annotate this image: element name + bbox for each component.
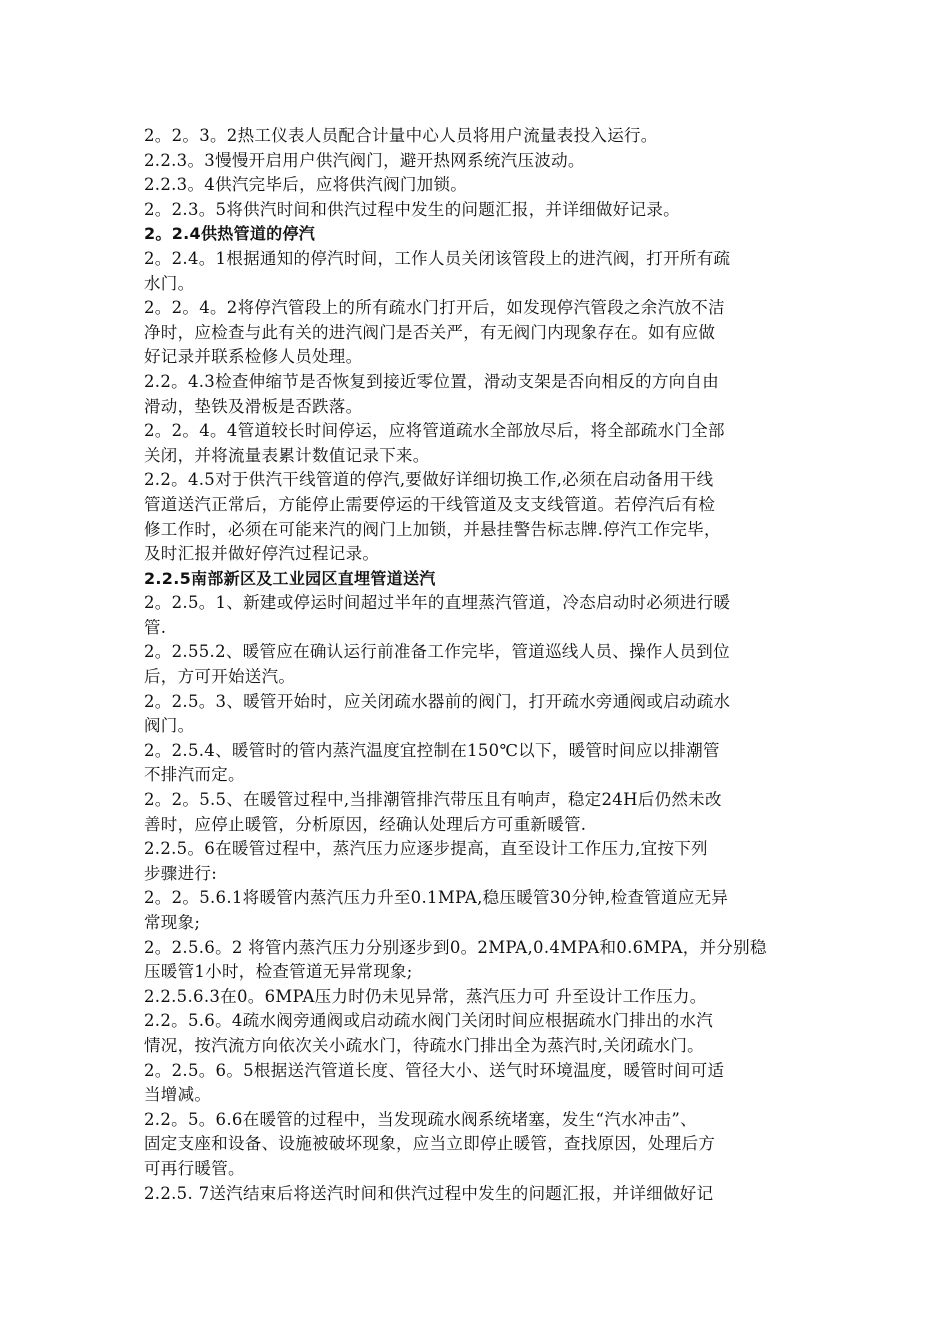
- text-line: 2.2。5。6.6在暖管的过程中，当发现疏水阀系统堵塞，发生“汽水冲击”、: [144, 1109, 697, 1129]
- text-line: 2。2.55.2、暖管应在确认运行前准备工作完毕，管道巡线人员、操作人员到位: [144, 642, 730, 662]
- text-line: 2.2。5.6。4疏水阀旁通阀或启动疏水阀门关闭时间应根据疏水门排出的水汽: [144, 1011, 714, 1031]
- text-line: 常现象;: [144, 913, 201, 932]
- text-line: 2。2.5。1、新建或停运时间超过半年的直埋蒸汽管道，冷态启动时必须进行暖: [144, 593, 731, 613]
- text-line: 2。2。5.6.1将暖管内蒸汽压力升至0.1MPA,稳压暖管30分钟,检查管道应无异: [144, 888, 729, 908]
- text-line: 及时汇报并做好停汽过程记录。: [144, 544, 380, 564]
- text-line: 固定支座和设备、设施被破坏现象，应当立即停止暖管，查找原因，处理后方: [144, 1134, 716, 1154]
- text-line: 2。2.4。1根据通知的停汽时间，工作人员关闭该管段上的进汽阀，打开所有疏: [144, 248, 731, 268]
- text-line: 2.2.3。3慢慢开启用户供汽阀门，避开热网系统汽压波动。: [144, 150, 585, 170]
- text-line: 水门。: [144, 273, 195, 293]
- text-line: 2。2。3。2热工仪表人员配合计量中心人员将用户流量表投入运行。: [144, 126, 658, 145]
- text-line: 净时，应检查与此有关的进汽阀门是否关严，有无阀门内现象存在。如有应做: [144, 322, 716, 342]
- text-line: 修工作时，必须在可能来汽的阀门上加锁，并悬挂警告标志牌.停汽工作完毕，: [144, 519, 721, 539]
- text-line: 阀门。: [144, 716, 195, 736]
- text-line: 管.: [144, 617, 167, 637]
- text-line: 2.2.5。6在暖管过程中，蒸汽压力应逐步提高，直至设计工作压力,宜按下列: [144, 839, 708, 859]
- text-line: 2.2。4.5对于供汽干线管道的停汽,要做好详细切换工作,必须在启动备用干线: [144, 470, 714, 490]
- text-line: 后，方可开始送汽。: [144, 667, 296, 687]
- text-line: 善时，应停止暖管，分析原因，经确认处理后方可重新暖管.: [144, 814, 587, 834]
- text-line: 2.2.5. 7送汽结束后将送汽时间和供汽过程中发生的问题汇报，并详细做好记: [144, 1183, 714, 1203]
- text-line: 管道送汽正常后，方能停止需要停运的干线管道及支支线管道。若停汽后有检: [144, 494, 716, 514]
- text-line: 2。2.5。3、暖管开始时，应关闭疏水器前的阀门，打开疏水旁通阀或启动疏水: [144, 691, 731, 711]
- text-line: 关闭，并将流量表累计数值记录下来。: [144, 445, 430, 465]
- text-line: 压暖管1小时，检查管道无异常现象;: [144, 962, 413, 982]
- text-line: 2。2.5.4、暖管时的管内蒸汽温度宜控制在150℃以下，暖管时间应以排潮管: [144, 740, 720, 760]
- text-line: 2.2.5.6.3在0。6MPA压力时仍未见异常，蒸汽压力可 升至设计工作压力。: [144, 986, 707, 1006]
- text-line: 2。2。4。2将停汽管段上的所有疏水门打开后，如发现停汽管段之余汽放不洁: [144, 298, 725, 318]
- section-heading: 2。2.4供热管道的停汽: [144, 224, 316, 244]
- text-line: 步骤进行:: [144, 863, 218, 883]
- text-line: 2.2.3。4供汽完毕后，应将供汽阀门加锁。: [144, 175, 468, 195]
- text-line: 好记录并联系检修人员处理。: [144, 347, 363, 367]
- text-line: 可再行暖管。: [144, 1158, 245, 1178]
- text-line: 滑动，垫铁及滑板是否跌落。: [144, 396, 363, 416]
- text-line: 当增减。: [144, 1085, 212, 1105]
- text-line: 2。2。4。4管道较长时间停运，应将管道疏水全部放尽后，将全部疏水门全部: [144, 421, 725, 441]
- text-line: 情况，按汽流方向依次关小疏水门，待疏水门排出全为蒸汽时,关闭疏水门。: [144, 1035, 704, 1055]
- text-line: 2.2。4.3检查伸缩节是否恢复到接近零位置，滑动支架是否向相反的方向自由: [144, 371, 720, 391]
- text-line: 不排汽而定。: [144, 765, 245, 785]
- text-line: 2。2.3。5将供汽时间和供汽过程中发生的问题汇报，并详细做好记录。: [144, 199, 680, 219]
- section-heading: 2.2.5南部新区及工业园区直埋管道送汽: [144, 568, 436, 588]
- document-body: [144, 124, 812, 1206]
- text-line: 2。2.5。6。5根据送汽管道长度、管径大小、送气时环境温度，暖管时间可适: [144, 1060, 725, 1080]
- text-line: 2。2。5.5、在暖管过程中,当排潮管排汽带压且有响声，稳定24H后仍然未改: [144, 790, 722, 810]
- text-line: 2。2.5.6。2 将管内蒸汽压力分别逐步到0。2MPA,0.4MPA和0.6MPA，并分别稳: [144, 937, 767, 957]
